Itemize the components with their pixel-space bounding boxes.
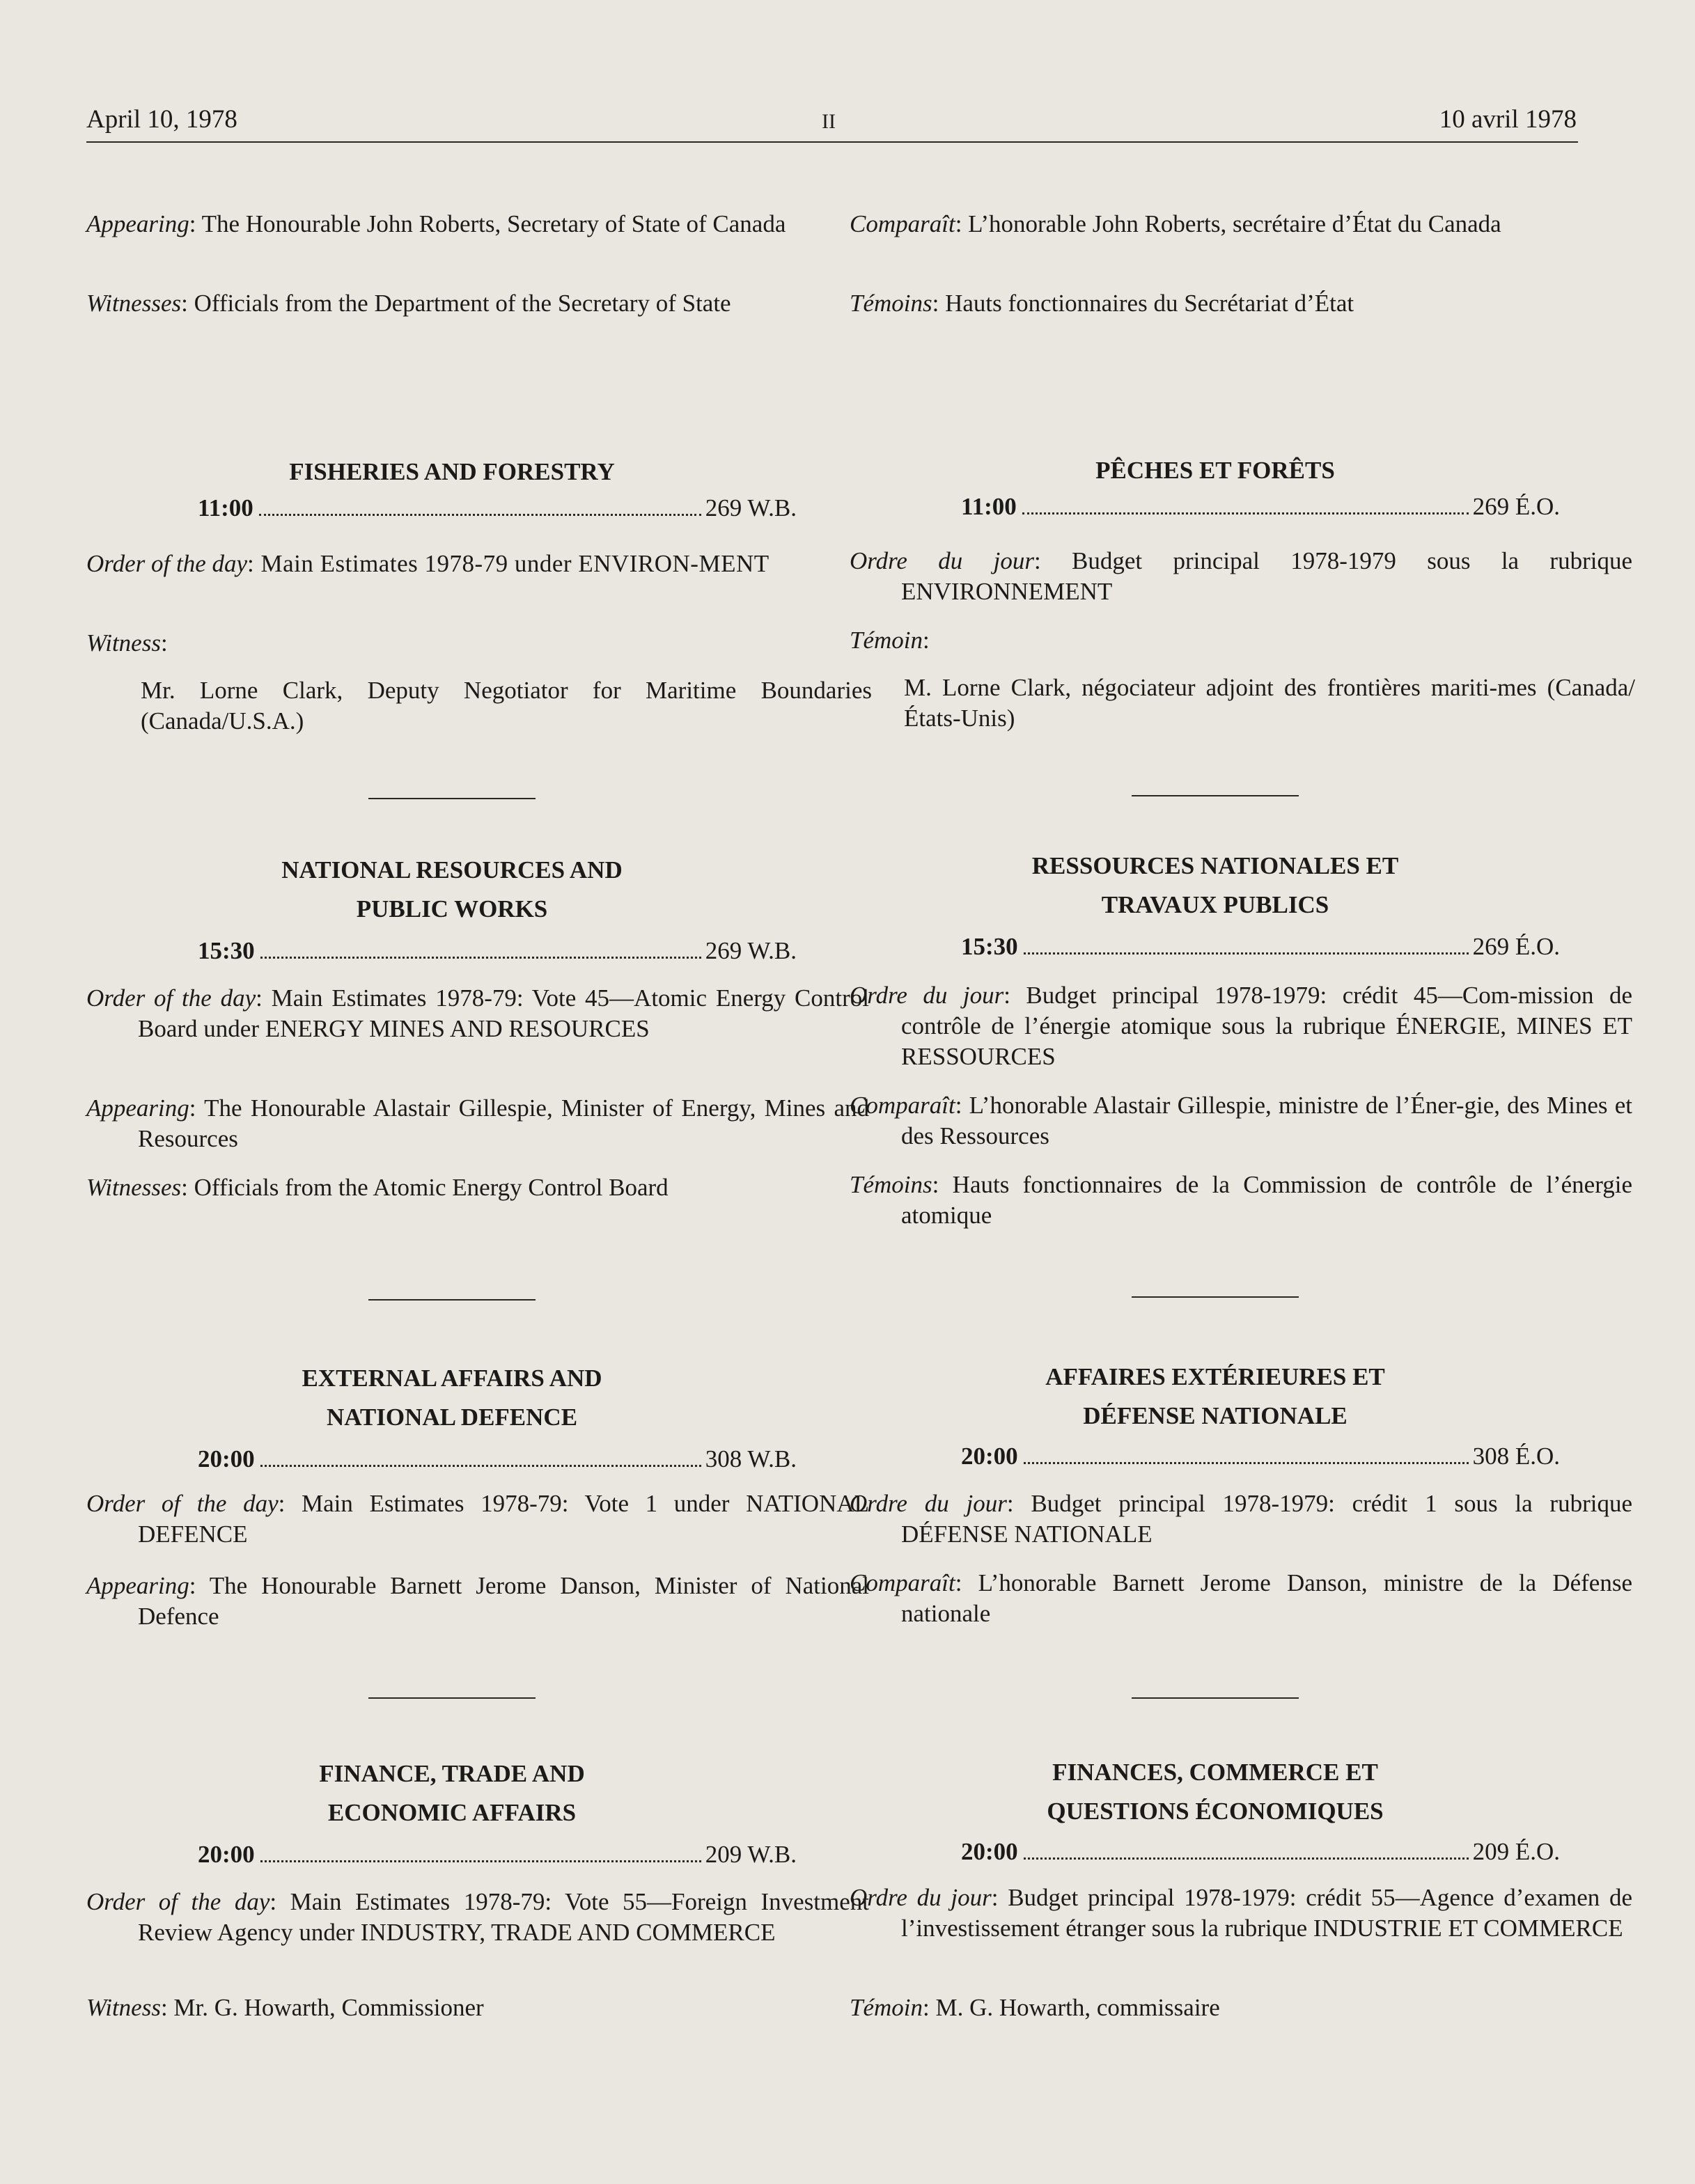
resources-order	[86, 983, 869, 1044]
fisheries-time: 11:00	[198, 494, 253, 521]
peches-ordre	[850, 546, 1632, 607]
intro-comparait	[850, 209, 1632, 239]
comparait-text: : L’honorable John Roberts, secrétaire d’État du Canada	[955, 210, 1501, 237]
finance-title-line-2: ECONOMIC AFFAIRS	[327, 1799, 577, 1826]
section-separator	[1132, 1697, 1299, 1699]
comparait-label: Comparaît	[850, 1569, 955, 1596]
ordre-text: : Budget principal 1978-1979 sous la rubrique ENVIRONNEMENT	[901, 547, 1632, 605]
temoin-colon: :	[923, 627, 930, 654]
fisheries-witness-text: Mr. Lorne Clark, Deputy Negotiator for Maritime Boundaries (Canada/U.S.A.)	[141, 677, 872, 734]
ordre-label: Ordre du jour	[850, 547, 1034, 574]
peches-temoin-heading	[850, 625, 1632, 656]
ressources-comparait	[850, 1090, 1632, 1152]
order-label: Order of the day	[86, 1888, 270, 1915]
temoins-label: Témoins	[850, 1171, 932, 1198]
intro-temoins	[850, 288, 1632, 319]
leader-dots	[259, 513, 701, 516]
finance-witness	[86, 1993, 869, 2023]
header-rule	[86, 141, 1578, 143]
section-separator	[368, 1299, 536, 1301]
leader-dots	[1024, 1461, 1469, 1464]
order-text: : Main Estimates 1978-79 under ENVIRON-MENT	[247, 550, 770, 577]
section-separator	[368, 798, 536, 799]
resources-time: 15:30	[198, 937, 255, 964]
affaires-room: 308 É.O.	[1472, 1443, 1560, 1470]
leader-dots	[1024, 952, 1469, 954]
resources-schedule	[198, 937, 797, 965]
peches-room: 269 É.O.	[1472, 493, 1560, 520]
comparait-text: : L’honorable Alastair Gillespie, ministre de l’Éner-gie, des Mines et des Ressources	[901, 1092, 1632, 1149]
fisheries-title: FISHERIES AND FORESTRY	[289, 458, 615, 485]
ordre-text: : Budget principal 1978-1979: crédit 1 sous la rubrique DÉFENSE NATIONALE	[901, 1490, 1632, 1548]
temoins-label: Témoins	[850, 290, 932, 317]
resources-title-line-1: NATIONAL RESOURCES AND	[281, 856, 623, 883]
finance-title-line-1: FINANCE, TRADE AND	[319, 1760, 585, 1787]
comparait-label: Comparaît	[850, 210, 955, 237]
external-order	[86, 1488, 869, 1550]
finances-time: 20:00	[961, 1838, 1018, 1865]
ressources-title-line-1: RESSOURCES NATIONALES ET	[1031, 852, 1399, 879]
witness-text: : Mr. G. Howarth, Commissioner	[160, 1994, 484, 2021]
leader-dots	[260, 956, 701, 959]
leader-dots	[260, 1860, 701, 1862]
affaires-ordre	[850, 1488, 1632, 1550]
finance-schedule	[198, 1841, 797, 1869]
ressources-ordre	[850, 980, 1632, 1072]
witness-colon: :	[160, 629, 168, 657]
fisheries-witness-heading	[86, 628, 869, 659]
ressources-time: 15:30	[961, 933, 1018, 960]
finances-title-line-1: FINANCES, COMMERCE ET	[1052, 1759, 1378, 1786]
external-schedule	[198, 1445, 797, 1473]
appearing-text: : The Honourable Barnett Jerome Danson, Minister of National Defence	[138, 1572, 869, 1630]
peches-title: PÊCHES ET FORÊTS	[1095, 457, 1335, 484]
order-label: Order of the day	[86, 1490, 279, 1517]
appearing-label: Appearing	[86, 1572, 189, 1599]
ressources-room: 269 É.O.	[1472, 933, 1560, 960]
finance-room: 209 W.B.	[705, 1841, 797, 1868]
external-title-line-2: NATIONAL DEFENCE	[326, 1404, 578, 1431]
comparait-text: : L’honorable Barnett Jerome Danson, ministre de la Défense nationale	[901, 1569, 1632, 1627]
appearing-text: : The Honourable Alastair Gillespie, Minister of Energy, Mines and Resources	[138, 1094, 869, 1152]
order-text: : Main Estimates 1978-79: Vote 1 under NATIONAL DEFENCE	[138, 1490, 869, 1548]
resources-room: 269 W.B.	[705, 937, 797, 964]
witness-label: Witness	[86, 1994, 161, 2021]
temoin-label: Témoin	[850, 1994, 923, 2021]
page-number: II	[822, 110, 836, 133]
affaires-title-line-1: AFFAIRES EXTÉRIEURES ET	[1045, 1363, 1385, 1390]
intro-witnesses	[86, 288, 869, 319]
order-label: Order of the day	[86, 550, 248, 577]
finance-time: 20:00	[198, 1841, 255, 1868]
ordre-text: : Budget principal 1978-1979: crédit 55—Agence d’examen de l’investissement étranger sous la rubrique INDUSTRIE ET COMMERCE	[901, 1884, 1632, 1942]
witness-label: Witness	[86, 629, 161, 657]
comparait-label: Comparaît	[850, 1092, 955, 1119]
finances-ordre	[850, 1883, 1632, 1944]
witnesses-text: : Officials from the Department of the Secretary of State	[181, 290, 731, 317]
affaires-title-line-2: DÉFENSE NATIONALE	[1083, 1402, 1348, 1429]
intro-appearing	[86, 209, 869, 239]
external-room: 308 W.B.	[705, 1445, 797, 1472]
ressources-title-line-2: TRAVAUX PUBLICS	[1101, 891, 1329, 918]
finances-room: 209 É.O.	[1472, 1838, 1560, 1865]
external-appearing	[86, 1571, 869, 1632]
peches-schedule	[961, 493, 1560, 521]
fisheries-order	[86, 549, 869, 579]
peches-temoin-text: M. Lorne Clark, négociateur adjoint des frontières mariti-mes (Canada/États-Unis)	[904, 674, 1635, 732]
order-text: : Main Estimates 1978-79: Vote 55—Foreign Investment Review Agency under INDUSTRY, TRADE AND COMMERCE	[138, 1888, 869, 1946]
fisheries-schedule	[198, 494, 797, 522]
fisheries-room: 269 W.B.	[705, 494, 797, 521]
resources-appearing	[86, 1093, 869, 1154]
order-text: : Main Estimates 1978-79: Vote 45—Atomic Energy Control Board under ENERGY MINES AND RESOURCES	[138, 984, 869, 1042]
affaires-comparait	[850, 1568, 1632, 1629]
appearing-label: Appearing	[86, 210, 189, 237]
temoins-text: : Hauts fonctionnaires du Secrétariat d’État	[932, 290, 1354, 317]
section-separator	[1132, 795, 1299, 796]
ressources-temoins	[850, 1170, 1632, 1231]
witnesses-label: Witnesses	[86, 1174, 182, 1201]
appearing-label: Appearing	[86, 1094, 189, 1122]
leader-dots	[1024, 1857, 1469, 1860]
section-separator	[368, 1697, 536, 1699]
section-separator	[1132, 1296, 1299, 1298]
external-title-line-1: EXTERNAL AFFAIRS AND	[302, 1365, 602, 1392]
finances-temoin	[850, 1993, 1632, 2023]
finance-order	[86, 1887, 869, 1948]
resources-witnesses	[86, 1172, 869, 1203]
temoins-text: : Hauts fonctionnaires de la Commission de contrôle de l’énergie atomique	[901, 1171, 1632, 1229]
finances-schedule	[961, 1838, 1560, 1866]
leader-dots	[1022, 512, 1469, 514]
order-label: Order of the day	[86, 984, 256, 1012]
temoin-text: : M. G. Howarth, commissaire	[923, 1994, 1220, 2021]
ordre-label: Ordre du jour	[850, 1490, 1007, 1517]
affaires-time: 20:00	[961, 1443, 1018, 1470]
external-time: 20:00	[198, 1445, 255, 1472]
witnesses-text: : Officials from the Atomic Energy Control Board	[181, 1174, 669, 1201]
leader-dots	[260, 1464, 701, 1467]
finances-title-line-2: QUESTIONS ÉCONOMIQUES	[1047, 1798, 1384, 1825]
header-date-french: 10 avril 1978	[1439, 105, 1577, 134]
temoin-label: Témoin	[850, 627, 923, 654]
ressources-schedule	[961, 933, 1560, 961]
ordre-label: Ordre du jour	[850, 1884, 992, 1911]
header-date-english: April 10, 1978	[86, 105, 237, 134]
appearing-text: : The Honourable John Roberts, Secretary of State of Canada	[189, 210, 786, 237]
peches-time: 11:00	[961, 493, 1017, 520]
ordre-text: : Budget principal 1978-1979: crédit 45—Com-mission de contrôle de l’énergie atomique sous la rubrique ÉNERGIE, MINES ET RESSOURCES	[901, 982, 1632, 1070]
resources-title-line-2: PUBLIC WORKS	[356, 895, 548, 922]
ordre-label: Ordre du jour	[850, 982, 1004, 1009]
witnesses-label: Witnesses	[86, 290, 182, 317]
affaires-schedule	[961, 1443, 1560, 1470]
